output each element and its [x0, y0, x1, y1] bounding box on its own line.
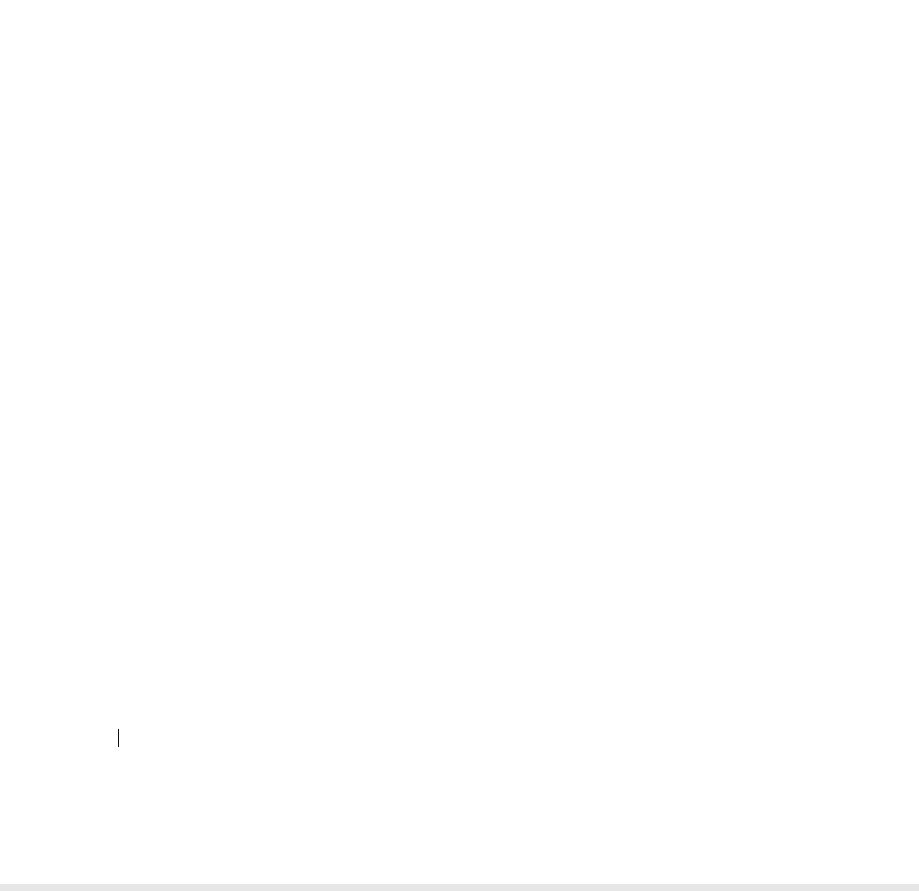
- text-cursor: [118, 729, 119, 747]
- ap-mp-chart: [225, 70, 745, 435]
- horizontal-scrollbar[interactable]: [0, 884, 919, 891]
